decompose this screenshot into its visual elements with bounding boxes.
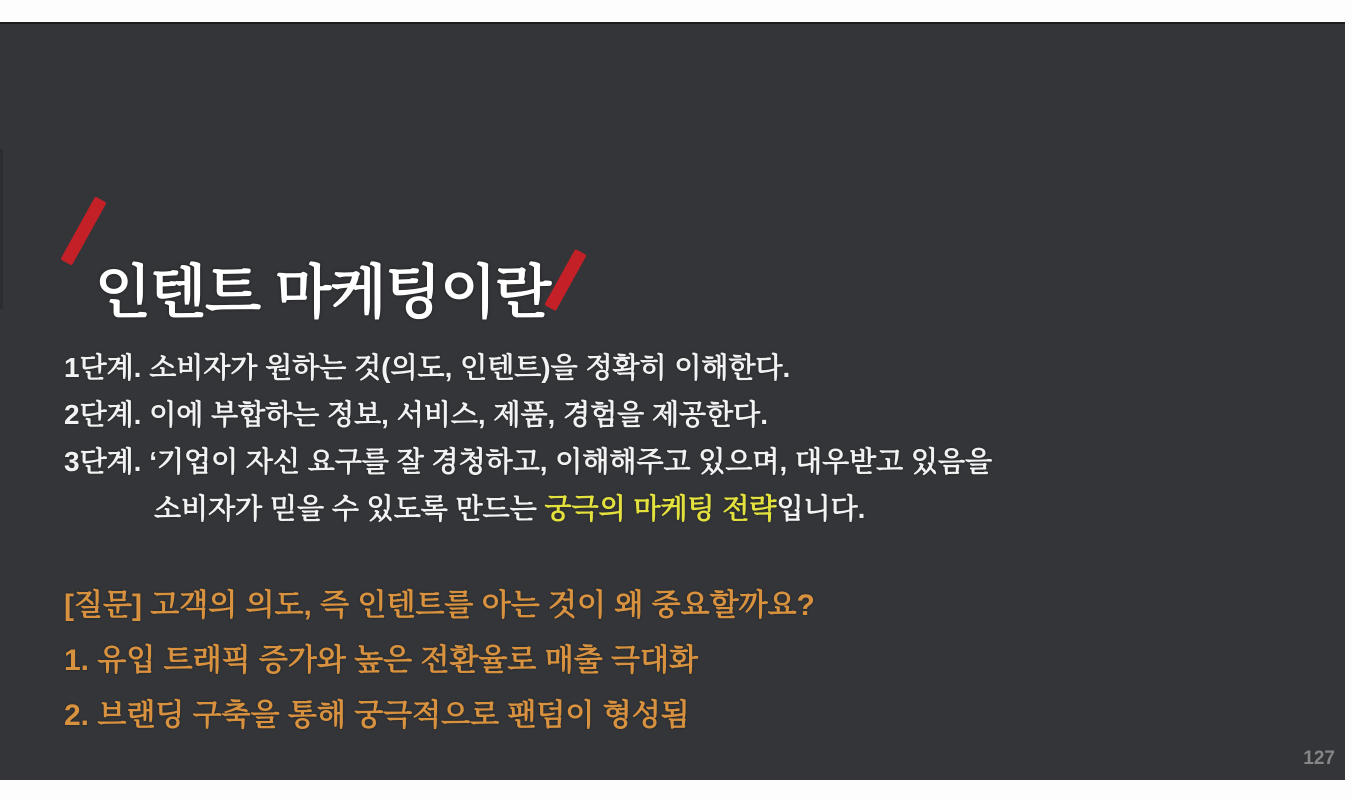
continuation-suffix: 입니다. xyxy=(776,493,866,524)
step-line-2: 2단계. 이에 부합하는 정보, 서비스, 제품, 경험을 제공한다. xyxy=(64,399,768,430)
title-accent-slash-right xyxy=(544,249,586,311)
step-line-1: 1단계. 소비자가 원하는 것(의도, 인텐트)을 정확히 이해한다. xyxy=(64,352,791,383)
left-edge-artifact xyxy=(0,149,3,309)
highlighted-phrase: 궁극의 마케팅 전략 xyxy=(544,493,777,524)
question-block xyxy=(64,578,815,743)
question-item-2: 2. 브랜딩 구축을 통해 궁극적으로 팬덤이 형성됨 xyxy=(64,699,690,732)
step-line-3-continuation xyxy=(64,485,992,532)
slide-canvas xyxy=(0,22,1345,780)
question-item-1: 1. 유입 트래픽 증가와 높은 전환율로 매출 극대화 xyxy=(64,644,698,677)
slide-title: 인텐트 마케팅이란 xyxy=(95,259,551,325)
question-line: [질문] 고객의 의도, 즉 인텐트를 아는 것이 왜 중요할까요? xyxy=(64,589,815,622)
steps-block xyxy=(64,344,992,532)
step-line-3: 3단계. ‘기업이 자신 요구를 잘 경청하고, 이해해주고 있으며, 대우받고 있음을 xyxy=(64,446,993,477)
continuation-prefix: 소비자가 믿을 수 있도록 만드는 xyxy=(154,493,545,524)
page-number: 127 xyxy=(1303,748,1335,769)
title-accent-slash-left xyxy=(60,196,106,265)
